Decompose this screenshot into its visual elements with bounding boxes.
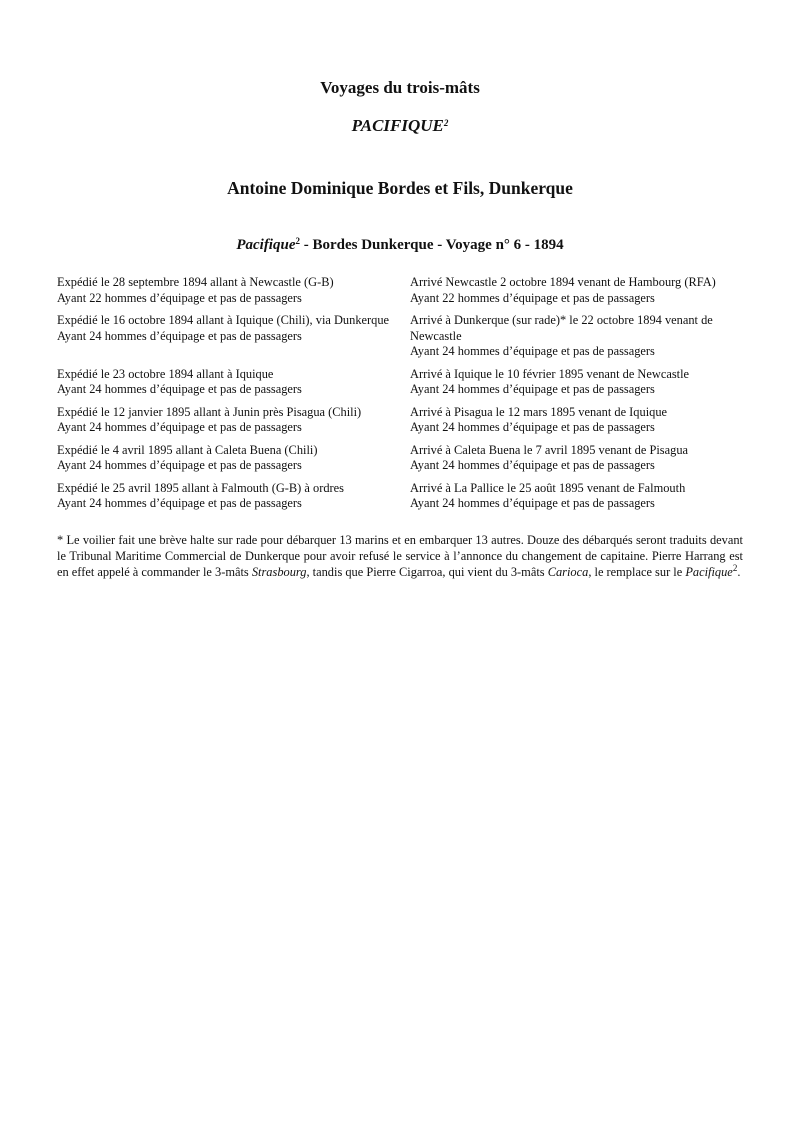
voyage-heading-rest: - Bordes Dunkerque - Voyage n° 6 - 1894 [299,237,564,253]
voyage-row [57,405,747,436]
voyage-row [57,313,747,360]
departure-crew: Ayant 24 hommes d’équipage et pas de passagers [57,496,302,510]
departure-text: Expédié le 28 septembre 1894 allant à Newcastle (G-B) [57,275,334,289]
arrival-crew: Ayant 24 hommes d’équipage et pas de passagers [410,420,655,434]
arrival-cell [410,481,747,512]
arrival-crew: Ayant 24 hommes d’équipage et pas de passagers [410,382,655,396]
voyage-heading [0,235,800,255]
departure-crew: Ayant 24 hommes d’équipage et pas de passagers [57,458,302,472]
arrival-text: Arrivé à Caleta Buena le 7 avril 1895 venant de Pisagua [410,442,689,457]
footnote-part3: , le remplace sur le [588,565,686,579]
voyage-row [57,275,747,306]
departure-crew: Ayant 24 hommes d’équipage et pas de passagers [57,420,302,434]
arrival-crew: Ayant 24 hommes d’équipage et pas de passagers [410,496,655,510]
arrival-crew: Ayant 24 hommes d’équipage et pas de passagers [410,344,655,358]
ship-name: PACIFIQUE [351,116,444,135]
departure-crew: Ayant 24 hommes d’équipage et pas de passagers [57,382,302,396]
departure-text: Expédié le 16 octobre 1894 allant à Iquique (Chili), via Dunkerque [57,313,390,327]
arrival-text: Arrivé à Dunkerque (sur rade)* le 22 octobre 1894 venant de Newcastle [410,313,713,343]
arrival-text: Arrivé à Iquique le 10 février 1895 venant de Newcastle [410,366,690,381]
ship-name-heading [0,116,800,136]
arrival-crew: Ayant 22 hommes d’équipage et pas de passagers [410,290,655,305]
ship-name-superscript: 2 [443,118,449,128]
departure-cell [57,367,410,398]
arrival-crew: Ayant 24 hommes d’équipage et pas de passagers [410,458,655,472]
departure-cell [57,313,410,360]
departure-text: Expédié le 23 octobre 1894 allant à Iquique [57,366,274,381]
departure-text: Expédié le 25 avril 1895 allant à Falmouth (G-B) à ordres [57,480,344,495]
departure-cell [57,405,410,436]
arrival-cell [410,367,747,398]
owner-heading: Antoine Dominique Bordes et Fils, Dunkerque [227,178,573,198]
departure-text: Expédié le 4 avril 1895 allant à Caleta Buena (Chili) [57,442,318,457]
voyage-list [57,275,747,519]
departure-cell [57,481,410,512]
footnote-ship-superscript: 2 [732,563,738,573]
departure-text: Expédié le 12 janvier 1895 allant à Junin près Pisagua (Chili) [57,404,362,419]
footnote-part2: , tandis que Pierre Cigarroa, qui vient du 3-mâts [306,565,548,579]
footnote-ship-carioca: Carioca [547,565,589,579]
arrival-cell [410,443,747,474]
footnote [57,532,743,580]
arrival-text: Arrivé Newcastle 2 octobre 1894 venant de Hambourg (RFA) [410,275,716,289]
voyage-row [57,481,747,512]
arrival-cell [410,313,747,360]
voyage-row [57,367,747,398]
footnote-part4: . [737,565,741,579]
footnote-ship-strasbourg: Strasbourg [251,565,307,579]
departure-cell [57,275,410,306]
arrival-cell [410,405,747,436]
departure-crew: Ayant 22 hommes d’équipage et pas de passagers [57,290,302,305]
document-title: Voyages du trois-mâts [320,78,480,97]
arrival-cell [410,275,747,306]
arrival-text: Arrivé à Pisagua le 12 mars 1895 venant de Iquique [410,404,668,419]
footnote-ship-pacifique: Pacifique [685,565,733,579]
voyage-heading-ship: Pacifique [236,237,296,253]
footnote-part1: * Le voilier fait une brève halte sur rade pour débarquer 13 marins et en embarquer 13 autres. Douze des débarqués seront traduits devant le Tribunal Maritime Commercial de Dunkerque pour avoir refusé le service à l’annonce du changement de capitaine. Pierre Harrang est en effet appelé à commander le 3-mâts [57,533,743,579]
voyage-row [57,443,747,474]
departure-cell [57,443,410,474]
arrival-text: Arrivé à La Pallice le 25 août 1895 venant de Falmouth [410,480,686,495]
departure-crew: Ayant 24 hommes d’équipage et pas de passagers [57,328,302,343]
voyage-heading-superscript: 2 [295,236,300,246]
